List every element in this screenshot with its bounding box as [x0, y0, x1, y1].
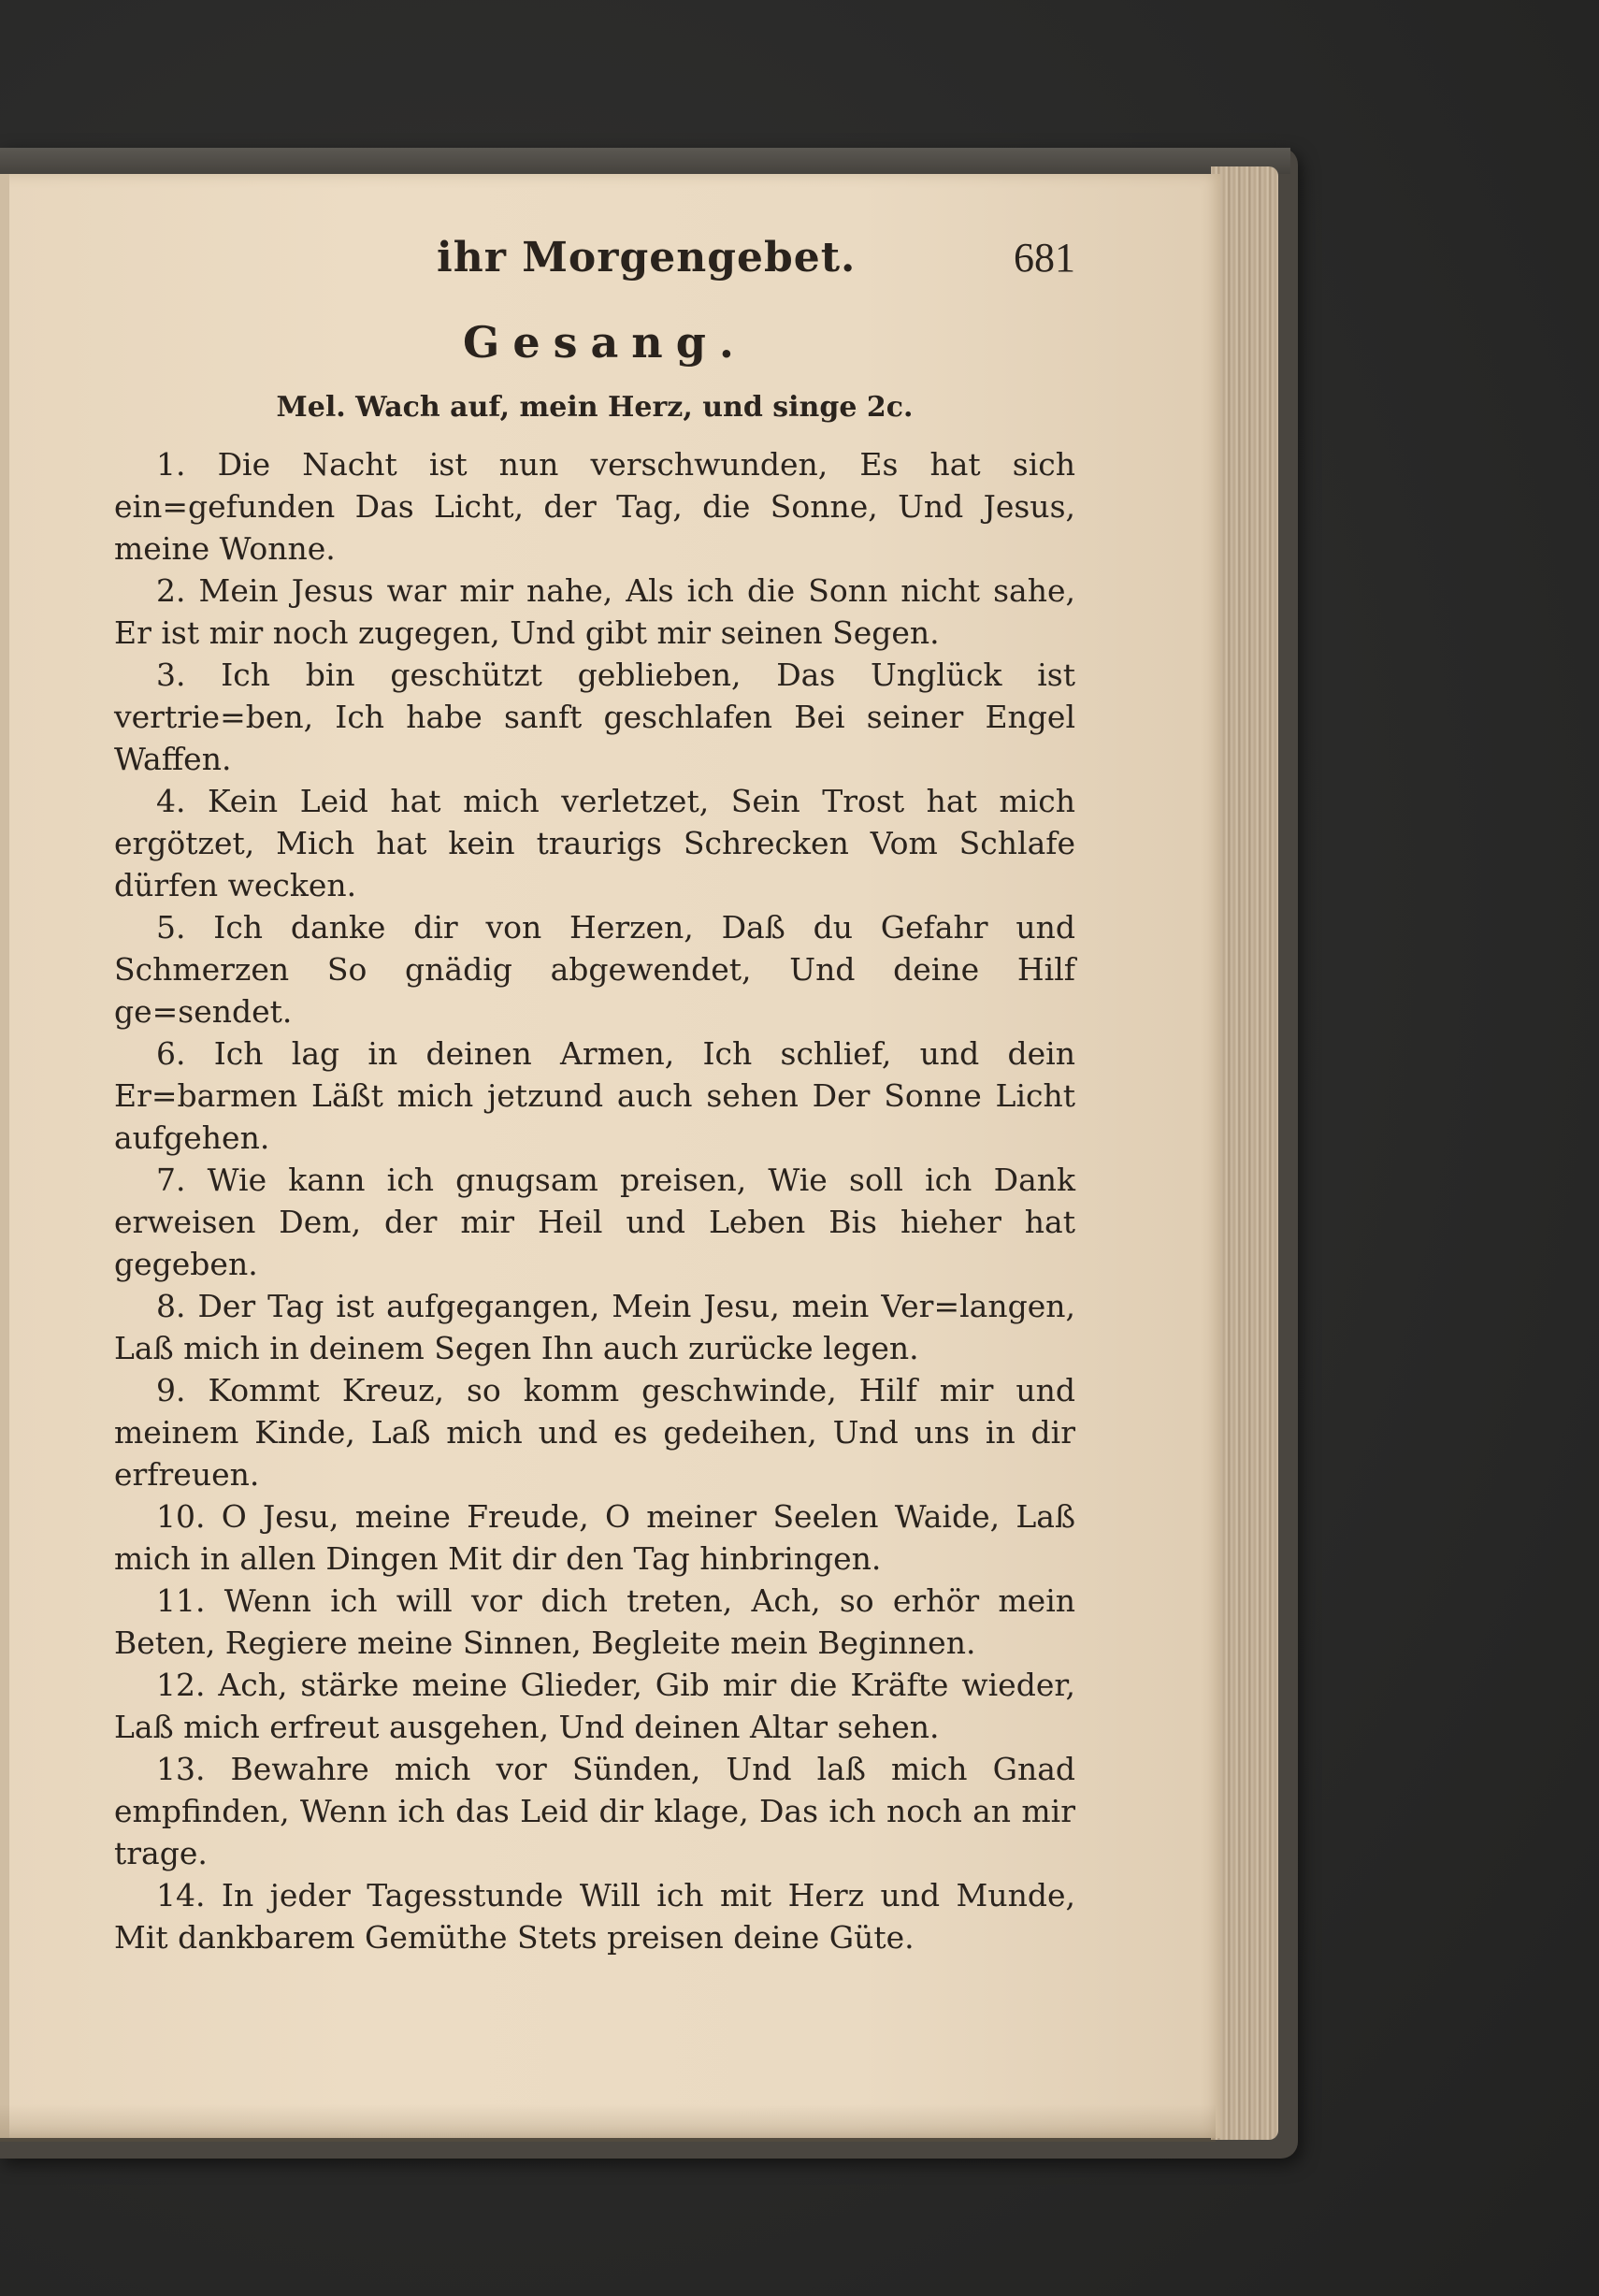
page-gutter: [0, 174, 9, 2138]
verse: 5. Ich danke dir von Herzen, Daß du Gefahr und Schmerzen So gnädig abgewendet, Und deine Hilf ge=sendet.: [114, 909, 1075, 1030]
verse: 3. Ich bin geschützt geblieben, Das Unglück ist vertrie=ben, Ich habe sanft geschlafen Bei seiner Engel Waffen.: [114, 657, 1075, 777]
melody-line: Mel. Wach auf, mein Herz, und singe 2c.: [276, 391, 914, 424]
verse: 13. Bewahre mich vor Sünden, Und laß mich Gnad empfinden, Wenn ich das Leid dir klage, Das ich noch an mir trage.: [114, 1751, 1075, 1871]
verse: 7. Wie kann ich gnugsam preisen, Wie soll ich Dank erweisen Dem, der mir Heil und Leben Bis hieher hat gegeben.: [114, 1162, 1075, 1282]
verse: 4. Kein Leid hat mich verletzet, Sein Trost hat mich ergötzet, Mich hat kein traurigs Schrecken Vom Schlafe dürfen wecken.: [114, 783, 1075, 903]
verse: 10. O Jesu, meine Freude, O meiner Seelen Waide, Laß mich in allen Dingen Mit dir den Tag hinbringen.: [114, 1498, 1075, 1577]
running-title: ihr Morgengebet.: [437, 234, 857, 282]
verse: 12. Ach, stärke meine Glieder, Gib mir die Kräfte wieder, Laß mich erfreut ausgehen, Und deinen Altar sehen.: [114, 1667, 1075, 1745]
page-number: 681: [1014, 235, 1075, 281]
verse-list: [114, 443, 1075, 1958]
book-cover-top-edge: [0, 148, 1290, 174]
verse: 1. Die Nacht ist nun verschwunden, Es hat sich ein=gefunden Das Licht, der Tag, die Sonne, Und Jesus, meine Wonne.: [114, 446, 1075, 567]
page-text-block: [114, 234, 1075, 1958]
verse: 6. Ich lag in deinen Armen, Ich schlief, und dein Er=barmen Läßt mich jetzund auch sehen Der Sonne Licht aufgehen.: [114, 1035, 1075, 1156]
verse: 9. Kommt Kreuz, so komm geschwinde, Hilf mir und meinem Kinde, Laß mich und es gedeihen, Und uns in dir erfreuen.: [114, 1372, 1075, 1493]
section-title: Gesang.: [463, 317, 747, 368]
verse: 2. Mein Jesus war mir nahe, Als ich die Sonn nicht sahe, Er ist mir noch zugegen, Und gibt mir seinen Segen.: [114, 572, 1075, 651]
page-edges: [1211, 166, 1278, 2140]
running-head: [114, 234, 1075, 299]
verse: 11. Wenn ich will vor dich treten, Ach, so erhör mein Beten, Regiere meine Sinnen, Begleite mein Beginnen.: [114, 1582, 1075, 1661]
page-bottom-shadow: [0, 2104, 1216, 2142]
verse: 14. In jeder Tagesstunde Will ich mit Herz und Munde, Mit dankbarem Gemüthe Stets preisen deine Güte.: [114, 1877, 1075, 1956]
verse: 8. Der Tag ist aufgegangen, Mein Jesu, mein Ver=langen, Laß mich in deinem Segen Ihn auch zurücke legen.: [114, 1288, 1075, 1366]
